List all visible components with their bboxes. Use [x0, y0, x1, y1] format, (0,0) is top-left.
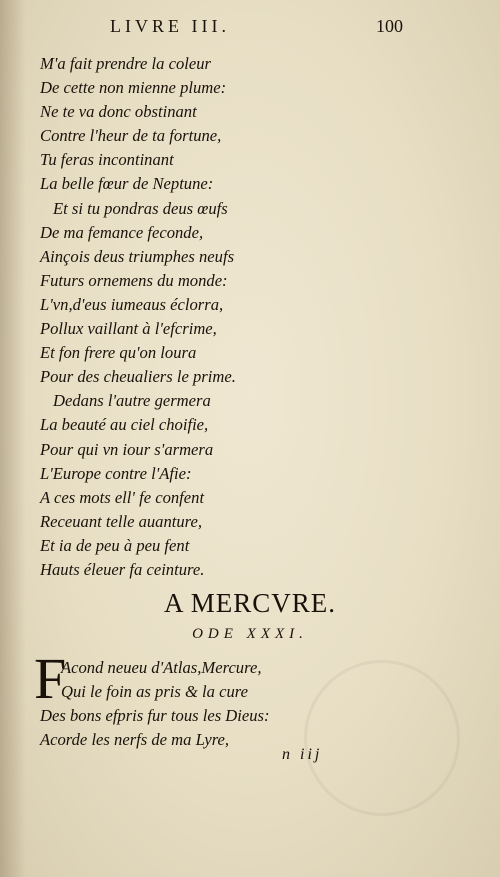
verse-line: L'vn,d'eus iumeaus éclorra, — [40, 294, 224, 314]
page-number: 100 — [376, 16, 403, 36]
verse-line: Et fon frere qu'on loura — [40, 343, 197, 363]
ode-line: Acorde les nerfs de ma Lyre, — [40, 730, 230, 750]
ode-block — [40, 656, 270, 752]
verse-line: Ne te va donc obstinant — [40, 102, 197, 122]
verse-line: Pour qui vn iour s'armera — [40, 439, 214, 459]
verse-line: Tu feras incontinant — [40, 150, 174, 170]
signature-mark: n iij — [282, 746, 323, 763]
verse-line: La belle fœur de Neptune: — [40, 174, 214, 194]
ode-line: Qui le foin as pris & la cure — [61, 682, 248, 702]
verse-line: Pour des cheualiers le prime. — [40, 367, 236, 387]
verse-line: A ces mots ell' fe confent — [40, 487, 205, 507]
verse-line: Dedans l'autre germera — [53, 391, 211, 411]
verse-line: Ainçois deus triumphes neufs — [40, 246, 235, 266]
running-head: LIVRE III. — [110, 16, 230, 36]
drop-capital: F — [34, 646, 67, 711]
ode-line: Acond neueu d'Atlas,Mercure, — [61, 658, 262, 677]
verse-line: De ma femance feconde, — [40, 222, 204, 242]
verse-line: La beauté au ciel choifie, — [40, 415, 209, 435]
verse-line: Pollux vaillant à l'efcrime, — [40, 319, 217, 339]
verse-line: Receuant telle auanture, — [40, 511, 203, 531]
verse-line: Hauts éleuer fa ceinture. — [40, 559, 205, 579]
verse-line: Contre l'heur de ta fortune, — [40, 126, 222, 146]
verse-line: De cette non mienne plume: — [40, 78, 227, 98]
verse-line: Et ia de peu à peu fent — [40, 535, 190, 555]
verse-line: M'a fait prendre la coleur — [40, 54, 211, 73]
poem-heading: A MERCVRE. — [163, 588, 337, 618]
ode-line: Des bons efpris fur tous les Dieus: — [40, 706, 270, 726]
verse-line: Futurs ornemens du monde: — [40, 270, 228, 290]
verse-block — [40, 52, 236, 582]
verse-line: Et si tu pondras deus œufs — [53, 198, 228, 218]
ode-number: ODE XXXI. — [192, 626, 308, 642]
verse-line: L'Europe contre l'Afie: — [40, 463, 192, 483]
show-through-seal — [304, 660, 460, 816]
